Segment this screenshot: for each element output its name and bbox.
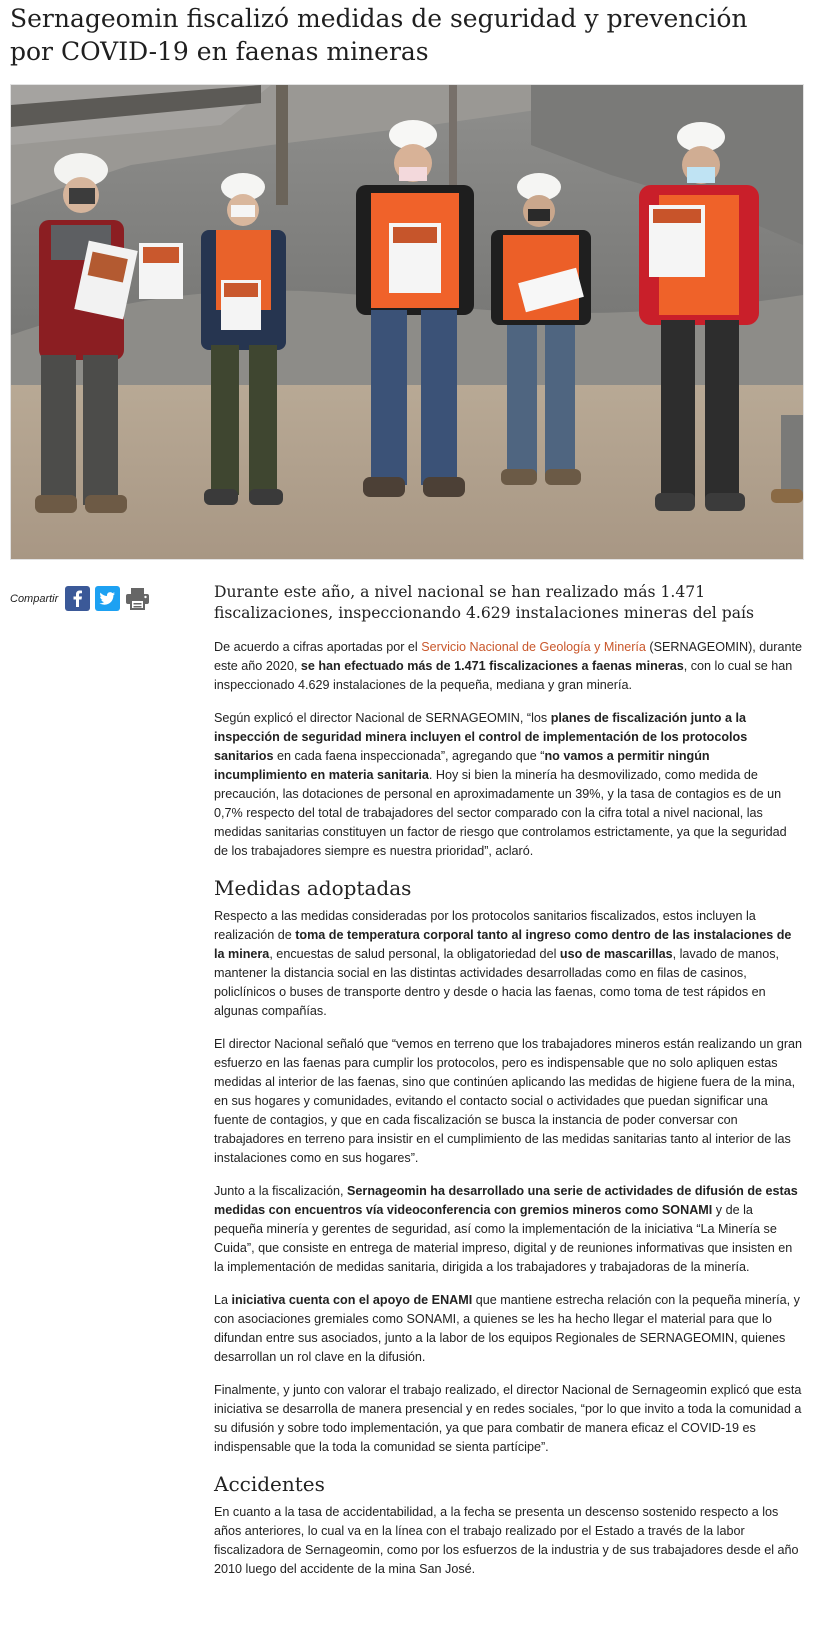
text-run: , encuestas de salud personal, la obligatoriedad del [269,947,560,961]
text-run: , lavado de manos, mantener la distancia social en las distintas actividades desarrolladas como en filas de casinos, policlínicos o buses de transporte dentro y desde o hacia las faenas, como toma de test rápidos en algunas compañías. [214,947,780,1018]
sernageomin-link[interactable]: Servicio Nacional de Geología y Minería [421,640,646,654]
article-lead: Durante este año, a nivel nacional se han realizado más 1.471 fiscalizaciones, inspeccionando 4.629 instalaciones mineras del país [214,583,755,622]
share-bar [10,586,150,611]
subheading-accidentes: Accidentes [214,1472,325,1496]
paragraph-finalmente [214,1381,804,1457]
text-run: (SERNAGEOMIN), durante este año 2020, [214,640,802,673]
paragraph-medidas [214,907,804,1021]
bold-text: uso de mascarillas [559,947,673,961]
text-run: en cada faena inspeccionada”, agregando que “ [273,749,545,763]
text-run: que mantiene estrecha relación con la pequeña minería, y con asociaciones gremiales como SONAMI, a quienes se les ha hecho llegar el material para que lo difundan entre sus asociados, junto a la labor de los equipos Regionales de SERNAGEOMIN, quienes desarrollan un rol clave en la difusión. [214,1293,800,1364]
text-run: Respecto a las medidas consideradas por los protocolos sanitarios fiscalizados, estos incluyen la realización de [214,909,756,942]
share-label: Compartir [10,592,59,605]
article-title: Sernageomin fiscalizó medidas de seguridad y prevención por COVID-19 en faenas mineras [10,4,748,66]
article-body [214,582,804,1593]
hero-photo [10,84,804,560]
paragraph-director [214,709,804,861]
paragraph-accidentes [214,1503,804,1579]
text-run: De acuerdo a cifras aportadas por el [214,640,422,654]
twitter-icon[interactable] [95,586,120,611]
text-run: Finalmente, y junto con valorar el trabajo realizado, el director Nacional de Sernageomin explicó que esta iniciativa se desarrolla de manera presencial y en redes sociales, “por lo que invito a toda la comunidad a su difusión y sobre todo implementación, ya que para combatir de manera eficaz el COVID-19 es indispensable que la toda la comunidad se sienta partícipe”. [214,1383,802,1454]
bold-text: Sernageomin ha desarrollado una serie de actividades de difusión de estas medidas con encuentros vía videoconferencia con gremios mineros como SONAMI [214,1184,798,1217]
paragraph-difusion [214,1182,804,1277]
text-run: En cuanto a la tasa de accidentabilidad, a la fecha se presenta un descenso sostenido respecto a los años anteriores, lo cual va en la línea con el trabajo realizado por el Estado a través de la labor fiscalizadora de Sernageomin, como por los esfuerzos de la industria y de sus trabajadores desde el año 2010 luego del accidente de la mina San José. [214,1505,799,1576]
text-run: . Hoy si bien la minería ha desmovilizado, como medida de precaución, las dotaciones de personal en aproximadamente un 39%, y la tasa de contagios es de un 0,7% respecto del total de trabajadores del sector comparado con la cifra total a nivel nacional, las medidas sanitarias constituyen un factor de riesgo que controlamos estrictamente, ya que la seguridad de los trabajadores siempre es nuestra prioridad”, aclaró. [214,768,787,858]
text-run: La [214,1293,232,1307]
paragraph-enami [214,1291,804,1367]
paragraph-terreno [214,1035,804,1168]
facebook-icon[interactable] [65,586,90,611]
text-run: Según explicó el director Nacional de SERNAGEOMIN, “los [214,711,551,725]
text-run: El director Nacional señaló que “vemos en terreno que los trabajadores mineros están realizando un gran esfuerzo en las faenas para cumplir los protocolos, pero es indispensable que no solo apliquen estas medidas al interior de las faenas, sino que continúen aplicando las medidas de higiene fuera de la mina, en sus hogares y comunidades, evitando el contacto social o actividades que puedan significar una fuente de contagios, y que en cada fiscalización se busca la instancia de poder conversar con trabajadores en terreno para insistir en el cumplimiento de las medidas sanitarias tanto al interior de las instalaciones como en sus hogares”. [214,1037,803,1165]
bold-text: no vamos a permitir ningún incumplimiento en materia sanitaria [214,749,710,782]
bold-text: toma de temperatura corporal tanto al ingreso como dentro de las instalaciones de la minera [214,928,792,961]
bold-text: se han efectuado más de 1.471 fiscalizaciones a faenas mineras [300,659,684,673]
bold-text: planes de fiscalización junto a la inspección de seguridad minera incluyen el control de implementación de los protocolos sanitarios [214,711,748,763]
paragraph-cifras [214,638,804,695]
bold-text: iniciativa cuenta con el apoyo de ENAMI [231,1293,473,1307]
text-run: y de la pequeña minería y gerentes de seguridad, así como la implementación de la iniciativa “La Minería se Cuida”, que consiste en entrega de material impreso, digital y de reuniones informativas que insisten en la implementación de medidas sanitaria, dirigida a los trabajadores y trabajadoras de la minería. [214,1203,793,1274]
article-paragraphs [214,638,804,1579]
print-icon[interactable] [125,586,150,611]
subheading-medidas: Medidas adoptadas [214,876,412,900]
text-run: , con lo cual se han inspeccionado 4.629 instalaciones de la pequeña, mediana y gran minería. [214,659,793,692]
text-run: Junto a la fiscalización, [214,1184,348,1198]
